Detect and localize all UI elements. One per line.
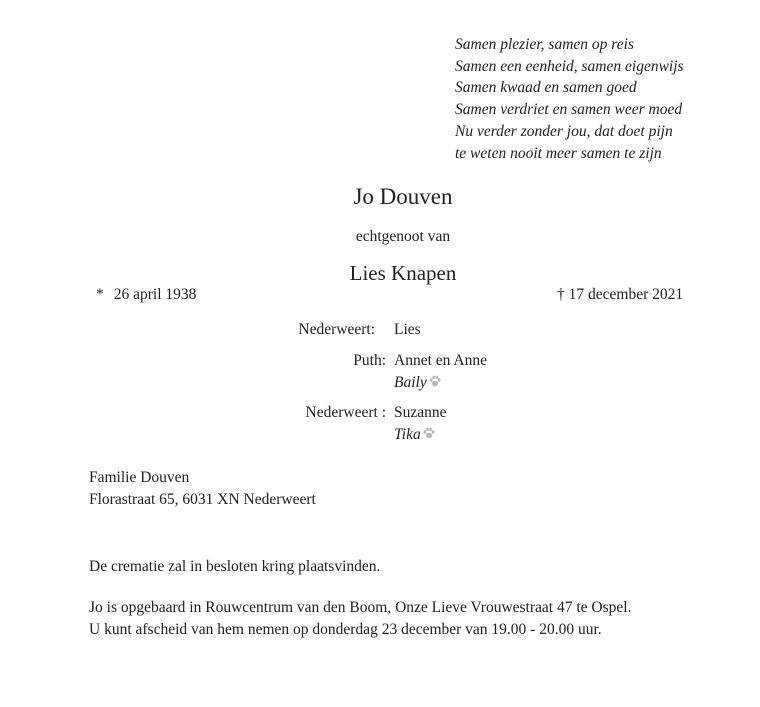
pet-line — [394, 424, 436, 446]
address-street: Florastraat 65, 6031 XN Nederweert — [89, 490, 316, 508]
laid-out-notice: Jo is opgebaard in Rouwcentrum van den Boom, Onze Lieve Vrouwestraat 47 te Ospel. — [89, 599, 632, 616]
partner-name: Lies Knapen — [349, 261, 457, 285]
pet-name: Baily — [394, 374, 427, 391]
paw-print-icon — [428, 374, 442, 388]
poem-line: Samen plezier, samen op reis — [455, 36, 634, 53]
poem-line: Nu verder zonder jou, dat doet pijn — [455, 122, 673, 140]
pet-name: Tika — [394, 426, 421, 443]
birth-date-text: 26 april 1938 — [113, 286, 197, 303]
cremation-notice: De crematie zal in besloten kring plaatsvinden. — [89, 558, 381, 575]
family-address — [89, 467, 316, 510]
family-members: Annet en Anne — [394, 352, 487, 369]
family-place: Nederweert: — [298, 321, 375, 338]
family-row — [0, 402, 760, 446]
poem-line: Samen verdriet en samen weer moed — [455, 101, 683, 119]
family-row — [0, 350, 760, 394]
relation-text: echtgenoot van — [355, 228, 451, 245]
poem-line: Samen een eenheid, samen eigenwijs — [455, 57, 684, 75]
farewell-notice: U kunt afscheid van hem nemen op donderdag 23 december van 19.00 - 20.00 uur. — [89, 621, 602, 638]
family-place: Puth: — [353, 352, 386, 369]
birth-date — [96, 286, 196, 304]
address-name: Familie Douven — [89, 469, 190, 486]
family-place: Nederweert : — [305, 404, 386, 421]
family-members: Suzanne — [394, 404, 447, 421]
deceased-name: Jo Douven — [353, 184, 453, 209]
poem-line: Samen kwaad en samen goed — [455, 79, 637, 97]
family-members: Lies — [394, 321, 421, 338]
birth-symbol: * — [96, 286, 104, 303]
pet-line — [394, 372, 442, 394]
poem — [455, 34, 684, 164]
paw-print-icon — [422, 426, 436, 440]
family-row — [0, 319, 760, 341]
death-date: † 17 december 2021 — [557, 286, 684, 303]
poem-line: te weten nooit meer samen te zijn — [455, 144, 662, 162]
